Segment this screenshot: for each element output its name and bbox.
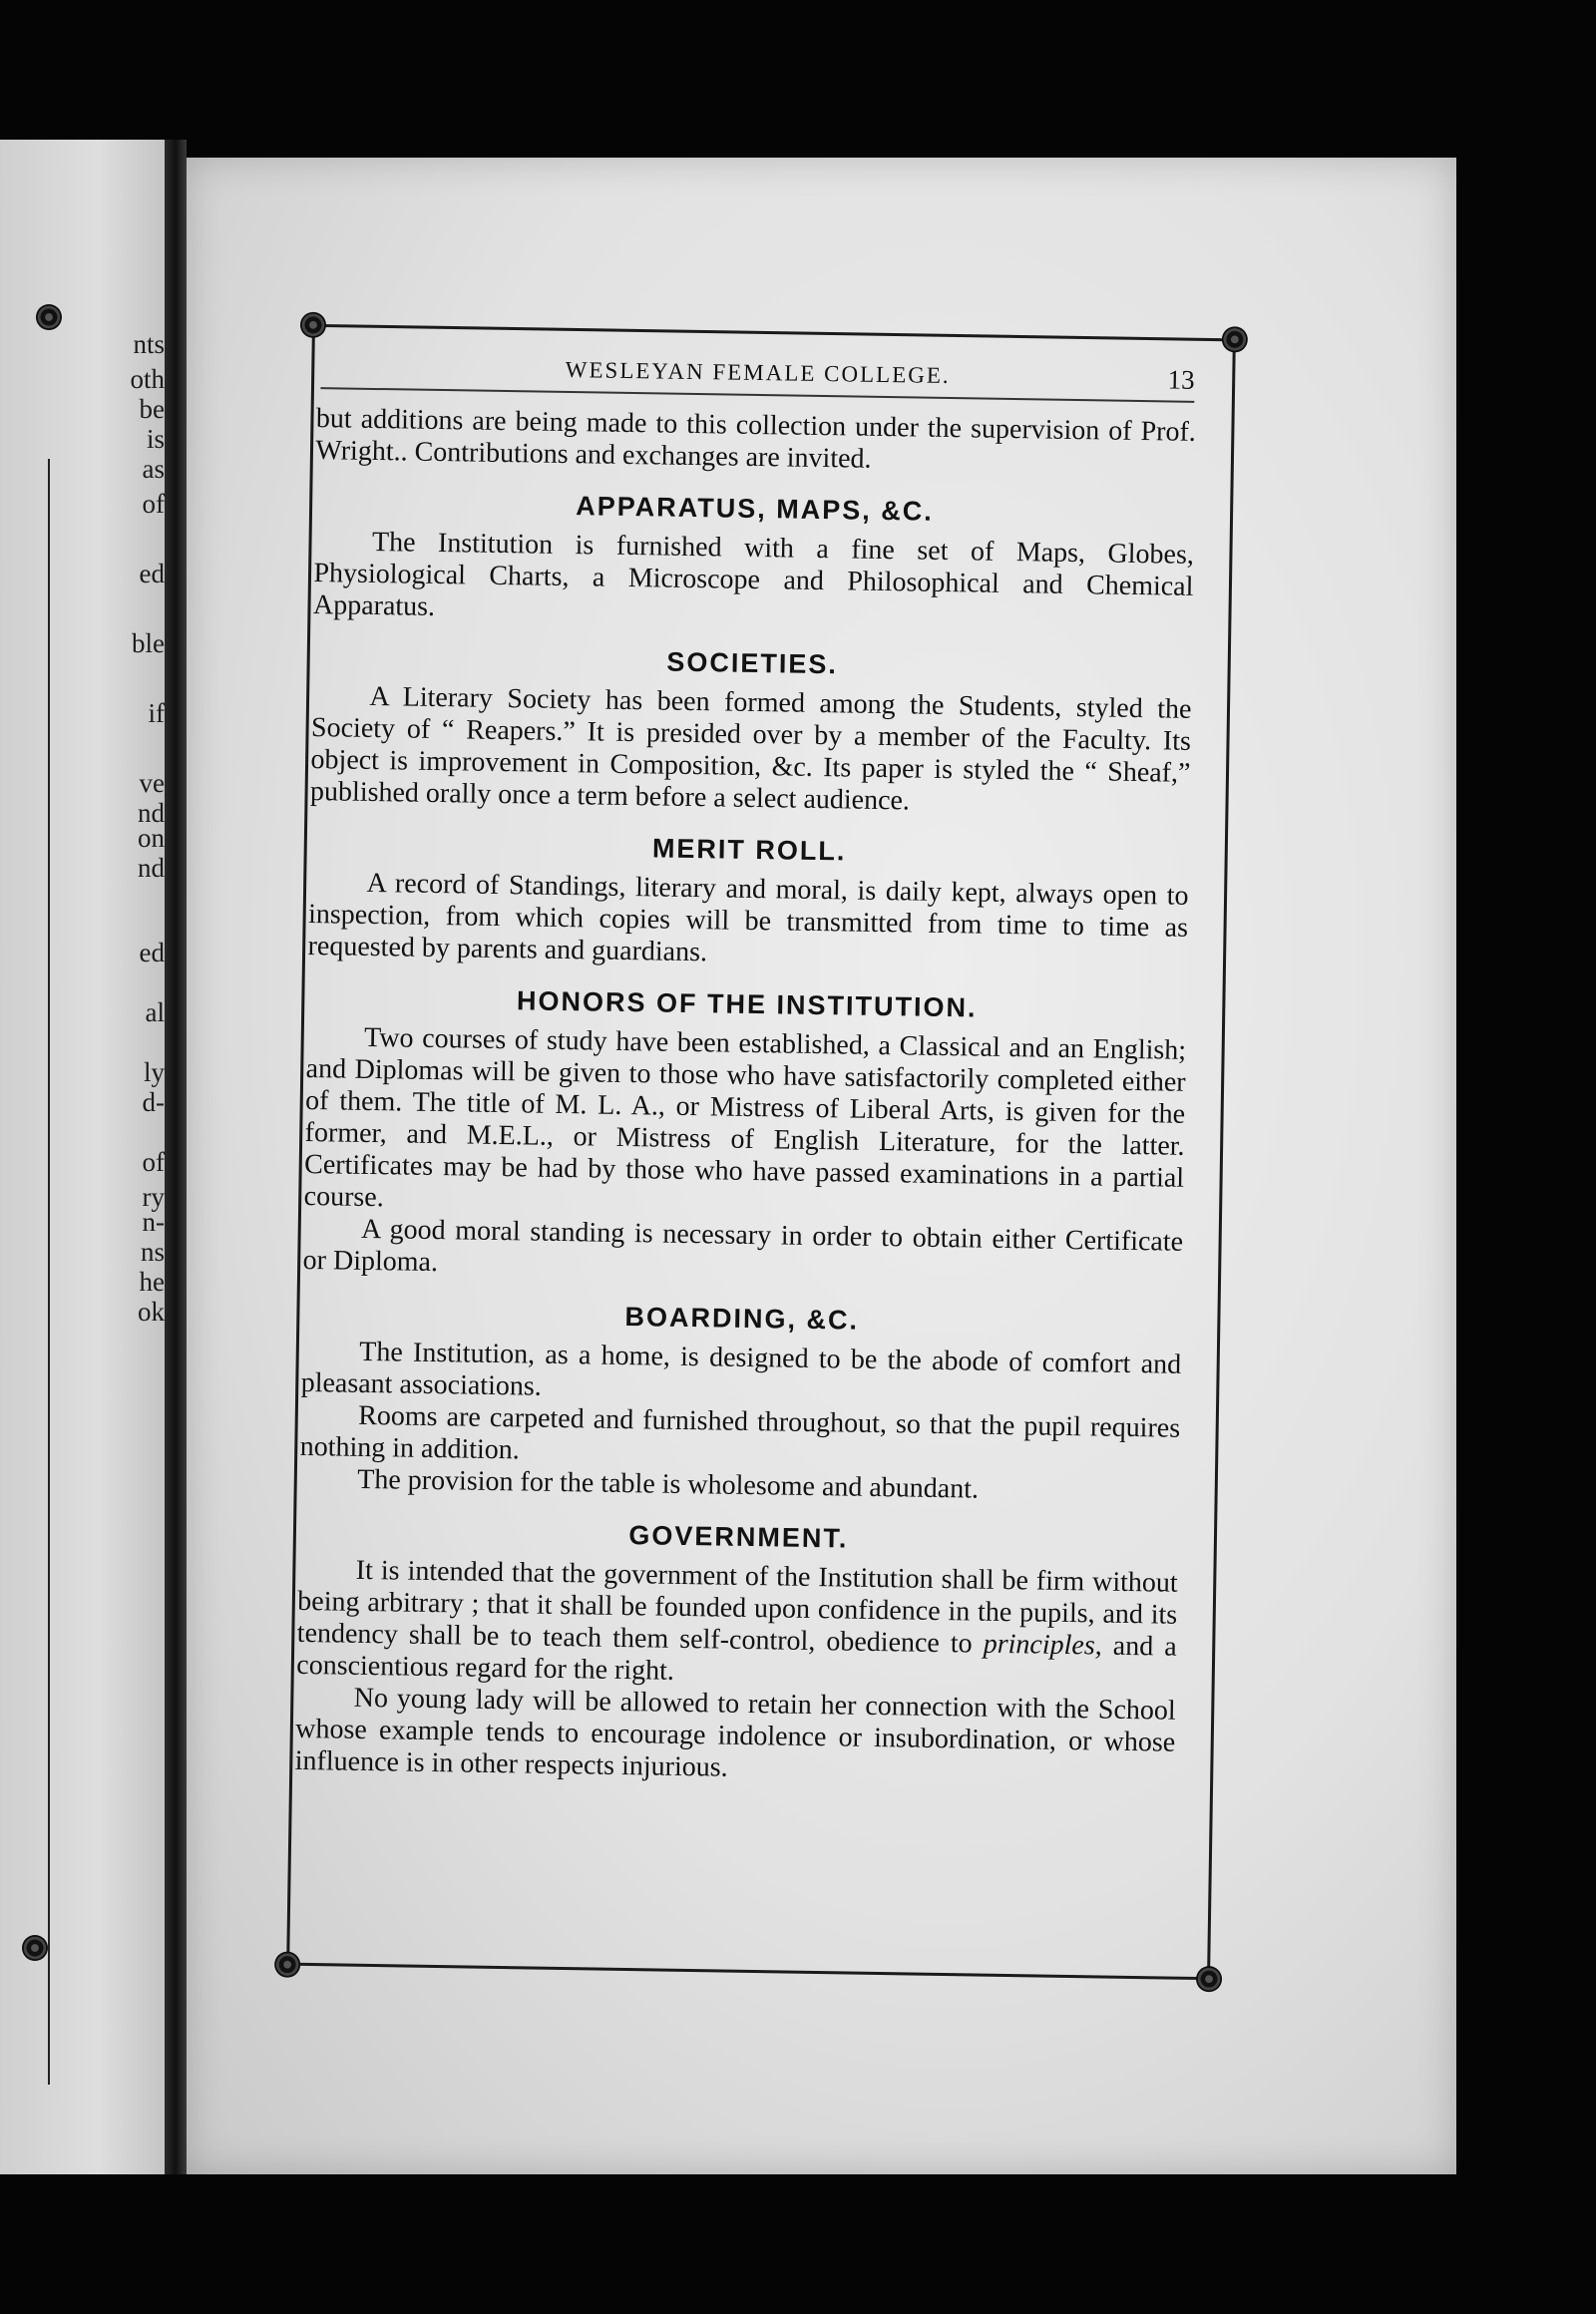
facing-page-fragment: n- xyxy=(142,1207,165,1237)
facing-page-fragment: if xyxy=(148,698,165,728)
facing-page-fragment: as xyxy=(142,454,165,484)
facing-page-fragment: ed xyxy=(139,938,165,967)
facing-page-fragment: ly xyxy=(143,1057,165,1087)
facing-page-fragment: nts xyxy=(133,329,165,359)
facing-page-fragment: ry xyxy=(142,1182,165,1212)
honors-paragraph-2: A good moral standing is necessary in order to obtain either Certificate or Diploma. xyxy=(302,1213,1184,1279)
facing-page-fragment: nd xyxy=(138,853,165,883)
body-text xyxy=(277,403,1217,1791)
merit-roll-paragraph: A record of Standings, literary and moral, is daily kept, always open to inspection, from which copies will be transmitted from time to time as requested by parents and guardians. xyxy=(307,867,1189,968)
facing-page-fragment: of xyxy=(142,489,165,519)
boarding-paragraph-1: The Institution, as a home, is designed to be the abode of comfort and pleasant associations. xyxy=(300,1336,1182,1402)
facing-page-rosette-top xyxy=(36,304,62,330)
facing-page-fragment: ed xyxy=(139,559,165,588)
honors-paragraph-1: Two courses of study have been established, a Classical and an English; and Diplomas will be given to those who have satisfactorily completed either of them. The title of M. L. A., or Mistress of Liberal Arts, is given for the former, and M.E.L., or Mistress of English Literature, for the latter. Certificates may be had by those who have passed examinations in a partial course. xyxy=(303,1021,1187,1214)
boarding-paragraph-3: The provision for the table is wholesome and abundant. xyxy=(356,1463,980,1505)
facing-page-rosette-bottom xyxy=(22,1935,48,1961)
facing-page-border xyxy=(48,459,50,2085)
facing-page-fragment: ve xyxy=(139,768,165,798)
societies-paragraph: A Literary Society has been formed among the Students, styled the Society of “ Reapers.” It is presided over by a member of the Faculty. Its object is improvement in Composition, &c. Its paper is styled the “ Sheaf,” published orally once a term before a select audience. xyxy=(309,680,1192,817)
facing-page-fragment: al xyxy=(145,997,165,1027)
facing-page-fragment: on xyxy=(138,823,165,853)
government-paragraph-2: No young lady will be allowed to retain her connection with the School whose example tends to encourage indolence or insubordination, or whose influence is in other respects injurious. xyxy=(294,1682,1176,1783)
facing-page-fragment: be xyxy=(139,394,165,424)
societies-heading: SOCIETIES. xyxy=(666,646,839,680)
book-gutter xyxy=(165,140,187,2174)
government-text-b: and a conscientious regard for the right. xyxy=(296,1630,1177,1687)
page-content xyxy=(277,347,1217,1791)
merit-roll-heading: MERIT ROLL. xyxy=(651,833,847,867)
government-italic-principles: principles, xyxy=(983,1628,1102,1662)
facing-page-fragment: is xyxy=(146,424,165,454)
boarding-heading: BOARDING, &C. xyxy=(624,1302,860,1336)
government-text-a: It is intended that the government of the Institution shall be firm without being arbitrary ; that it shall be founded upon confidence in the pupils, and its tendency shall be to teach them self-control, obedience to xyxy=(296,1554,1178,1660)
facing-page xyxy=(0,140,165,2174)
facing-page-fragment: ns xyxy=(140,1237,165,1267)
facing-page-fragment: oth xyxy=(130,364,165,394)
facing-page-fragment: nd xyxy=(138,798,165,828)
government-paragraph-1 xyxy=(296,1554,1178,1696)
page-number: 13 xyxy=(1167,364,1195,395)
apparatus-heading: APPARATUS, MAPS, &C. xyxy=(576,491,935,527)
apparatus-paragraph: The Institution is furnished with a fine set of Maps, Globes, Physiological Charts, a Microscope and Philosophical and Chemical Apparatus. xyxy=(312,526,1195,622)
facing-page-fragment: ok xyxy=(138,1297,165,1327)
boarding-paragraph-2: Rooms are carpeted and furnished throughout, so that the pupil requires nothing in addition. xyxy=(299,1399,1181,1466)
facing-page-fragment: of xyxy=(142,1147,165,1177)
corner-rosette-top-left xyxy=(300,312,326,338)
honors-heading: HONORS OF THE INSTITUTION. xyxy=(516,985,978,1023)
intro-paragraph: but additions are being made to this collection under the supervision of Prof. Wright.. Contributions and exchanges are invited. xyxy=(315,403,1197,475)
facing-page-fragment: d- xyxy=(142,1087,165,1117)
facing-page-fragment: ble xyxy=(132,628,165,658)
facing-page-fragment: he xyxy=(139,1267,165,1297)
running-title: WESLEYAN FEMALE COLLEGE. xyxy=(565,356,951,389)
government-heading: GOVERNMENT. xyxy=(628,1520,849,1554)
